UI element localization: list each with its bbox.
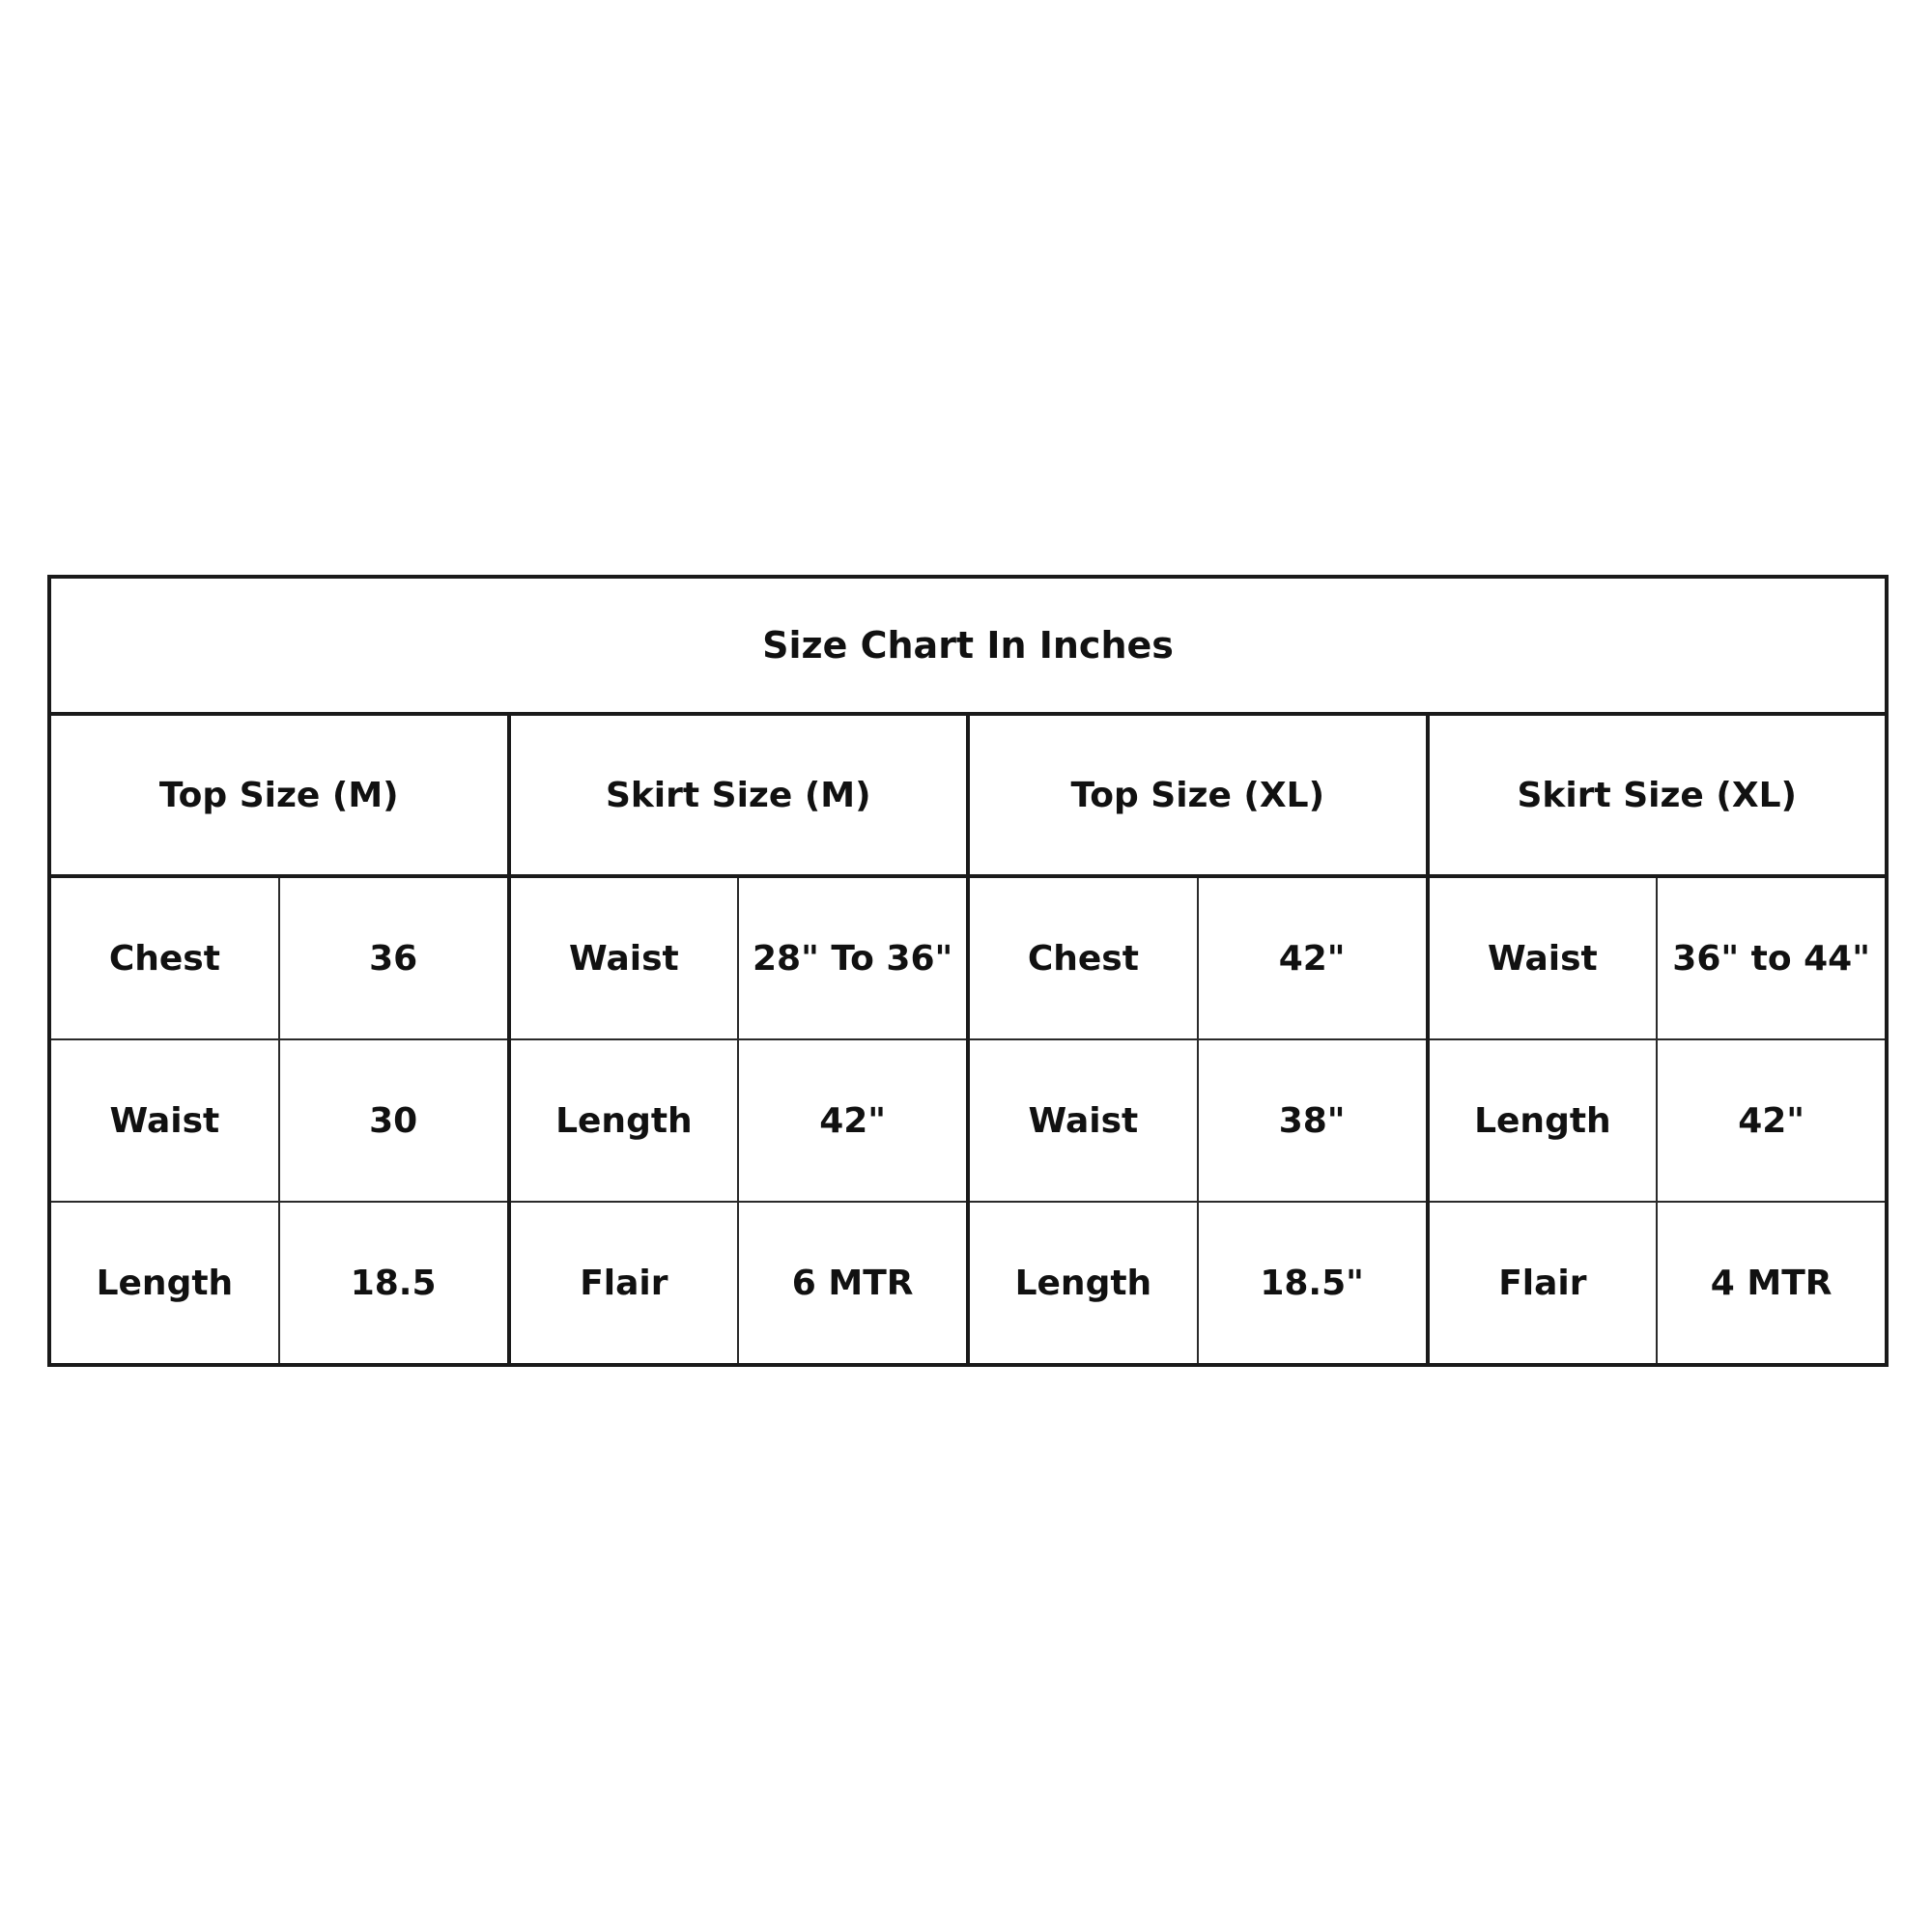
group-header-skirt-xl: Skirt Size (XL) — [1428, 714, 1888, 876]
table-row — [49, 1039, 1887, 1202]
measurement-label: Waist — [509, 876, 739, 1039]
measurement-value: 38" — [1198, 1039, 1428, 1202]
measurement-label: Length — [49, 1202, 279, 1365]
measurement-label: Length — [968, 1202, 1198, 1365]
measurement-label: Length — [509, 1039, 739, 1202]
measurement-value: 36 — [279, 876, 509, 1039]
measurement-value: 28" To 36" — [738, 876, 968, 1039]
measurement-label: Chest — [49, 876, 279, 1039]
title-row — [49, 577, 1887, 714]
measurement-value: 4 MTR — [1657, 1202, 1887, 1365]
measurement-label: Waist — [1428, 876, 1658, 1039]
group-header-skirt-m: Skirt Size (M) — [509, 714, 969, 876]
measurement-value: 18.5" — [1198, 1202, 1428, 1365]
table-title: Size Chart In Inches — [49, 577, 1887, 714]
measurement-value: 6 MTR — [738, 1202, 968, 1365]
group-header-top-m: Top Size (M) — [49, 714, 509, 876]
measurement-label: Length — [1428, 1039, 1658, 1202]
group-header-row — [49, 714, 1887, 876]
measurement-label: Chest — [968, 876, 1198, 1039]
measurement-label: Flair — [509, 1202, 739, 1365]
measurement-value: 42" — [738, 1039, 968, 1202]
measurement-value: 42" — [1657, 1039, 1887, 1202]
table-row — [49, 1202, 1887, 1365]
measurement-label: Flair — [1428, 1202, 1658, 1365]
measurement-label: Waist — [49, 1039, 279, 1202]
measurement-value: 36" to 44" — [1657, 876, 1887, 1039]
group-header-top-xl: Top Size (XL) — [968, 714, 1428, 876]
measurement-label: Waist — [968, 1039, 1198, 1202]
measurement-value: 42" — [1198, 876, 1428, 1039]
measurement-value: 18.5 — [279, 1202, 509, 1365]
measurement-value: 30 — [279, 1039, 509, 1202]
size-chart-table — [47, 575, 1889, 1367]
table-row — [49, 876, 1887, 1039]
